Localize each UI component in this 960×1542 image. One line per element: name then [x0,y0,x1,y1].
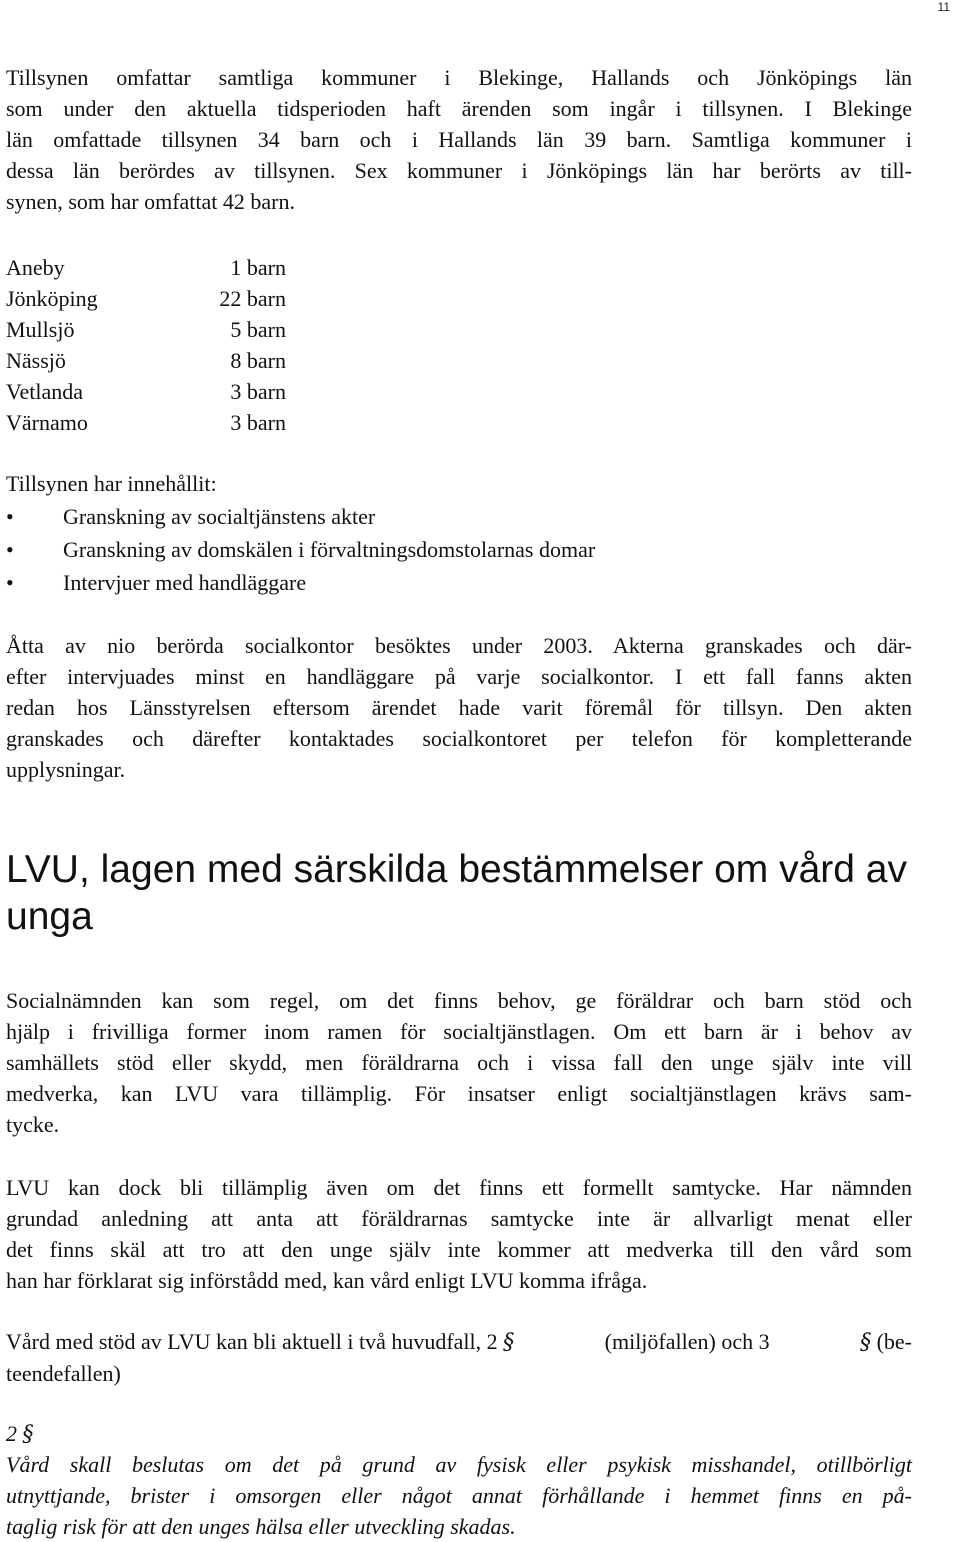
table-row [6,283,286,314]
section-sign-icon: § [503,1330,515,1355]
text-line: grundad anledning att anta att föräldrarnas samtycke inte är allvarligt menat eller [6,1206,912,1231]
visits-paragraph [6,630,912,785]
text-line: Socialnämnden kan som regel, om det finns behov, ge föräldrar och barn stöd och [6,988,912,1013]
child-count: 8 barn [230,348,286,373]
text-line: LVU kan dock bli tillämplig även om det finns ett formellt samtycke. Har nämnden [6,1175,912,1200]
text-segment: Vård med stöd av LVU kan bli aktuell i två huvudfall, 2 [6,1329,498,1354]
section-2-block [6,1418,912,1450]
list-item [6,533,595,566]
text-line: synen, som har omfattat 42 barn. [6,189,295,214]
table-row [6,345,286,376]
municipality-name: Nässjö [6,348,66,373]
section-number: 2 [6,1421,17,1446]
municipality-name: Jönköping [6,286,98,311]
text-line: dessa län berördes av tillsynen. Sex kommuner i Jönköpings län har berörts av till- [6,158,912,183]
text-line: teendefallen) [6,1361,121,1386]
text-line: Åtta av nio berörda socialkontor besöktes under 2003. Akterna granskades och där- [6,633,912,658]
bullet-icon: • [6,537,14,562]
text-line: tycke. [6,1112,60,1137]
lvu-paragraph-3 [6,1326,912,1389]
municipality-name: Värnamo [6,410,88,435]
section-heading [6,846,946,940]
text-line: Vård skall beslutas om det på grund av fysisk eller psykisk misshandel, otillbörligt [6,1452,912,1477]
child-count: 5 barn [230,317,286,342]
lvu-paragraph-1 [6,985,912,1140]
table-row [6,407,286,438]
heading-line: LVU, lagen med särskilda bestämmelser om vård av [6,848,907,891]
list-item-text: Intervjuer med handläggare [63,570,307,595]
intro-paragraph [6,62,912,217]
text-line: upplysningar. [6,757,126,782]
list-item-text: Granskning av socialtjänstens akter [63,504,376,529]
child-count: 3 barn [230,410,286,435]
text-line: län omfattade tillsynen 34 barn och i Hallands län 39 barn. Samtliga kommuner i [6,127,912,152]
text-line: utnyttjande, brister i omsorgen eller något annat förhållande i hemmet finns en på- [6,1483,912,1508]
list-item [6,566,595,599]
text-line: taglig risk för att den unges hälsa eller utveckling skadas. [6,1514,516,1539]
text-segment: (miljöfallen) och 3 [604,1329,770,1354]
text-line: efter intervjuades minst en handläggare på varje socialkontor. I ett fall fanns akten [6,664,912,689]
table-row [6,314,286,345]
text-line: granskades och därefter kontaktades socialkontoret per telefon för kompletterande [6,726,912,751]
table-row [6,252,286,283]
municipality-name: Vetlanda [6,379,83,404]
list-item-text: Granskning av domskälen i förvaltningsdomstolarnas domar [63,537,596,562]
text-line: som under den aktuella tidsperioden haft ärenden som ingår i tillsynen. I Blekinge [6,96,912,121]
text-line: hjälp i frivilliga former inom ramen för socialtjänstlagen. Om ett barn är i behov av [6,1019,912,1044]
list-item [6,500,595,533]
text-line: Tillsynen omfattar samtliga kommuner i Blekinge, Hallands och Jönköpings län [6,65,912,90]
municipality-name: Mullsjö [6,317,75,342]
heading-line: unga [6,895,93,938]
section-label [6,1418,912,1450]
bullet-icon: • [6,570,14,595]
municipality-name: Aneby [6,255,65,280]
list-intro: Tillsynen har innehållit: [6,471,217,496]
bullet-icon: • [6,504,14,529]
contents-list [6,500,595,599]
municipality-table [6,252,286,438]
text-line: samhällets stöd eller skydd, men föräldrarna och i vissa fall den unge själv inte vill [6,1050,912,1075]
table-row [6,376,286,407]
child-count: 3 barn [230,379,286,404]
child-count: 1 barn [230,255,286,280]
section-sign-icon: § [860,1330,872,1355]
child-count: 22 barn [219,286,286,311]
text-line: redan hos Länsstyrelsen eftersom ärendet hade varit föremål för tillsyn. Den akten [6,695,912,720]
section-sign-icon: § [22,1422,34,1447]
lvu-paragraph-2 [6,1172,912,1296]
text-line: medverka, kan LVU vara tillämplig. För insatser enligt socialtjänstlagen krävs sam- [6,1081,912,1106]
page-number: 11 [937,0,950,14]
text-segment: (be- [876,1329,912,1354]
text-line [6,1326,912,1358]
text-line: det finns skäl att tro att den unge själv inte kommer att medverka till den vård som [6,1237,912,1262]
text-line: han har förklarat sig införstådd med, kan vård enligt LVU komma ifråga. [6,1268,648,1293]
section-2-text [6,1449,912,1542]
